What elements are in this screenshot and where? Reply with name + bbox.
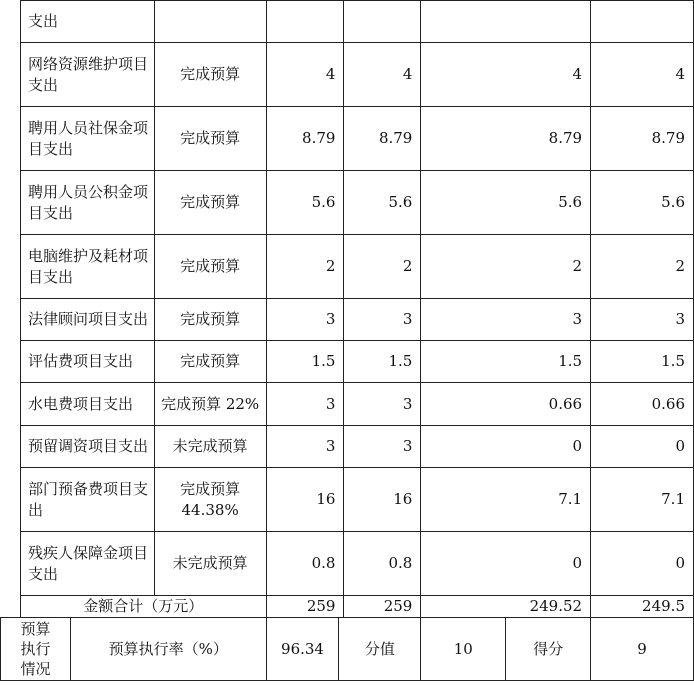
item-note: 完成预算 bbox=[154, 299, 266, 341]
item-value-1: 0.8 bbox=[266, 532, 344, 596]
item-value-3: 1.5 bbox=[421, 341, 591, 383]
item-note: 完成预算 22% bbox=[154, 383, 266, 426]
item-value-2: 4 bbox=[344, 43, 421, 107]
item-value-3: 0.66 bbox=[421, 383, 591, 426]
item-value-4: 0.66 bbox=[591, 383, 694, 426]
item-value-2: 5.6 bbox=[344, 171, 421, 235]
item-value-4: 0 bbox=[591, 426, 694, 468]
item-name: 聘用人员社保金项目支出 bbox=[20, 107, 154, 171]
item-name: 法律顾问项目支出 bbox=[20, 299, 154, 341]
table-row bbox=[1, 43, 694, 107]
table-row bbox=[1, 107, 694, 171]
item-note: 完成预算 bbox=[154, 107, 266, 171]
item-value-3: 0 bbox=[421, 426, 591, 468]
item-note: 完成预算 bbox=[154, 341, 266, 383]
total-value-3: 249.52 bbox=[421, 596, 591, 618]
item-value-2: 2 bbox=[344, 235, 421, 299]
item-value-2: 0.8 bbox=[344, 532, 421, 596]
item-note bbox=[154, 1, 266, 43]
item-value-2: 3 bbox=[344, 383, 421, 426]
item-value-3: 8.79 bbox=[421, 107, 591, 171]
table-row bbox=[1, 426, 694, 468]
item-note: 未完成预算 bbox=[154, 426, 266, 468]
item-value-2 bbox=[344, 1, 421, 43]
table-row bbox=[1, 235, 694, 299]
item-value-2: 3 bbox=[344, 426, 421, 468]
item-name: 预留调资项目支出 bbox=[20, 426, 154, 468]
score-value: 10 bbox=[421, 618, 506, 681]
item-value-3: 2 bbox=[421, 235, 591, 299]
table-row bbox=[1, 468, 694, 532]
item-value-3: 0 bbox=[421, 532, 591, 596]
item-name: 部门预备费项目支出 bbox=[20, 468, 154, 532]
item-value-4 bbox=[591, 1, 694, 43]
item-value-4: 0 bbox=[591, 532, 694, 596]
item-note: 完成预算 bbox=[154, 171, 266, 235]
item-value-3: 7.1 bbox=[421, 468, 591, 532]
got-value: 9 bbox=[591, 618, 694, 681]
item-value-1: 3 bbox=[266, 383, 344, 426]
item-note: 完成预算 bbox=[154, 43, 266, 107]
item-name: 网络资源维护项目支出 bbox=[20, 43, 154, 107]
blank-left-cell bbox=[1, 1, 21, 618]
got-label: 得分 bbox=[506, 618, 591, 681]
item-value-4: 3 bbox=[591, 299, 694, 341]
item-value-2: 16 bbox=[344, 468, 421, 532]
item-name: 聘用人员公积金项目支出 bbox=[20, 171, 154, 235]
total-value-1: 259 bbox=[266, 596, 344, 618]
item-value-2: 1.5 bbox=[344, 341, 421, 383]
item-value-3: 3 bbox=[421, 299, 591, 341]
item-value-2: 3 bbox=[344, 299, 421, 341]
score-label: 分值 bbox=[339, 618, 421, 681]
item-value-4: 8.79 bbox=[591, 107, 694, 171]
table-row bbox=[1, 1, 694, 43]
item-value-4: 4 bbox=[591, 43, 694, 107]
item-value-1: 8.79 bbox=[266, 107, 344, 171]
execution-row bbox=[1, 618, 694, 681]
item-value-2: 8.79 bbox=[344, 107, 421, 171]
item-note: 完成预算 bbox=[154, 235, 266, 299]
total-row bbox=[1, 596, 694, 618]
item-value-3: 4 bbox=[421, 43, 591, 107]
total-label: 金额合计（万元） bbox=[20, 596, 266, 618]
table-row bbox=[1, 532, 694, 596]
item-name: 支出 bbox=[20, 1, 154, 43]
item-note: 完成预算 44.38% bbox=[154, 468, 266, 532]
item-value-1: 2 bbox=[266, 235, 344, 299]
item-value-1: 1.5 bbox=[266, 341, 344, 383]
item-value-1: 16 bbox=[266, 468, 344, 532]
execution-section-label: 预算执行情况 bbox=[1, 618, 71, 681]
item-name: 评估费项目支出 bbox=[20, 341, 154, 383]
item-value-1: 3 bbox=[266, 299, 344, 341]
item-value-1 bbox=[266, 1, 344, 43]
item-value-4: 1.5 bbox=[591, 341, 694, 383]
item-value-1: 5.6 bbox=[266, 171, 344, 235]
item-value-4: 2 bbox=[591, 235, 694, 299]
execution-rate-value: 96.34 bbox=[266, 618, 339, 681]
total-value-2: 259 bbox=[344, 596, 421, 618]
item-value-1: 4 bbox=[266, 43, 344, 107]
item-value-4: 5.6 bbox=[591, 171, 694, 235]
item-note: 未完成预算 bbox=[154, 532, 266, 596]
table-row bbox=[1, 341, 694, 383]
item-name: 残疾人保障金项目支出 bbox=[20, 532, 154, 596]
table-row bbox=[1, 299, 694, 341]
table-row bbox=[1, 171, 694, 235]
item-value-3: 5.6 bbox=[421, 171, 591, 235]
item-name: 水电费项目支出 bbox=[20, 383, 154, 426]
total-value-4: 249.5 bbox=[591, 596, 694, 618]
item-name: 电脑维护及耗材项目支出 bbox=[20, 235, 154, 299]
item-value-3 bbox=[421, 1, 591, 43]
item-value-1: 3 bbox=[266, 426, 344, 468]
table-row bbox=[1, 383, 694, 426]
item-value-4: 7.1 bbox=[591, 468, 694, 532]
execution-rate-label: 预算执行率（%） bbox=[70, 618, 266, 681]
